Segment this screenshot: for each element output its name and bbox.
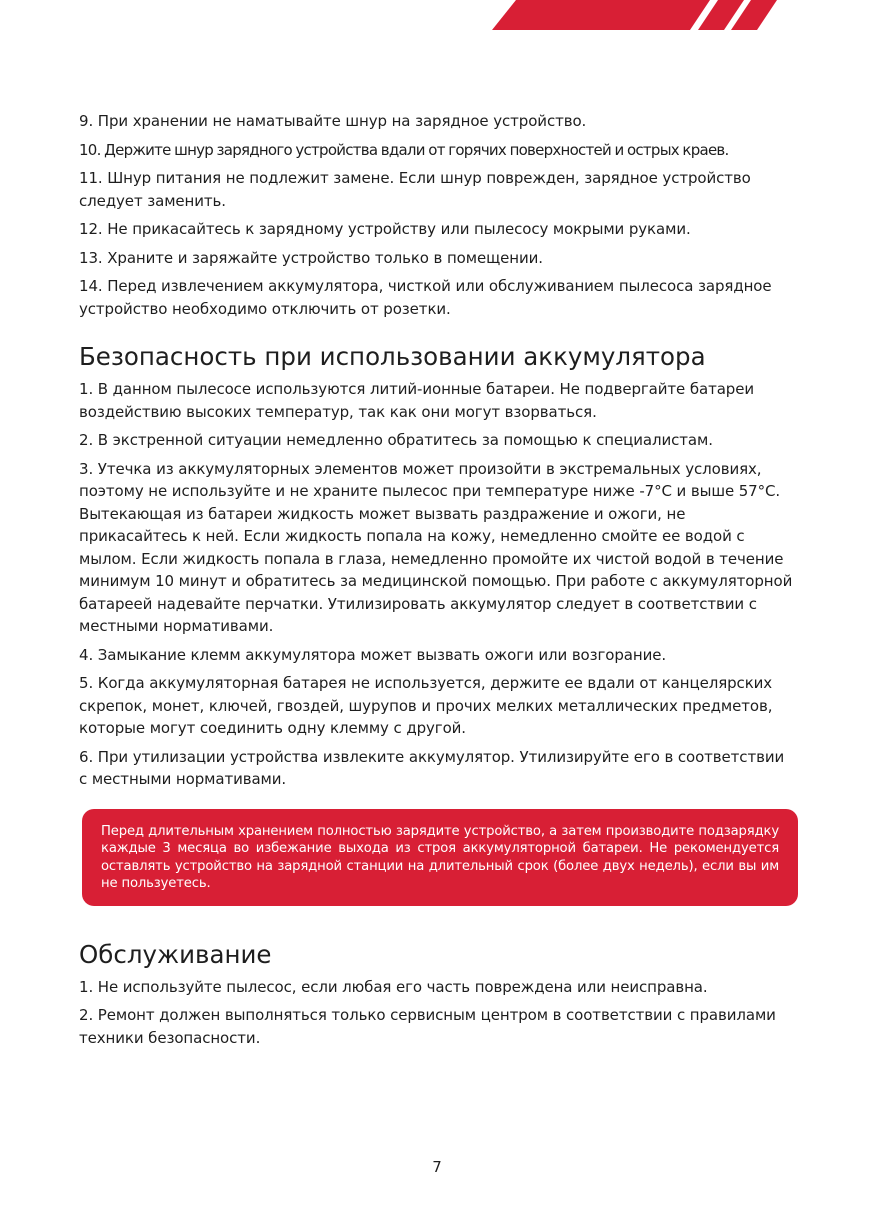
list-item: 11. Шнур питания не подлежит замене. Если шнур поврежден, зарядное устройство следует заменить. xyxy=(79,169,751,210)
section-title-battery-safety: Безопасность при использовании аккумулятора xyxy=(79,342,706,371)
list-item: 2. В экстренной ситуации немедленно обратитесь за помощью к специалистам. xyxy=(79,431,713,449)
list-item: 1. Не используйте пылесос, если любая его часть повреждена или неисправна. xyxy=(79,977,708,996)
list-item: 6. При утилизации устройства извлеките аккумулятор. Утилизируйте его в соответствии с местными нормативами. xyxy=(79,747,785,788)
page-number: 7 xyxy=(432,1158,442,1176)
maintenance-items-list xyxy=(79,976,795,1050)
section-title-maintenance: Обслуживание xyxy=(79,939,272,969)
warning-note-box: Перед длительным хранением полностью зарядите устройство, а затем производите подзарядку каждые 3 месяца во избежание выхода из строя аккумуляторной батареи. Не рекомендуется оставлять устройство на зарядной станции на длительный срок (более двух недель), если вы им не пользуетесь. xyxy=(82,809,798,906)
storage-items-list xyxy=(79,110,795,320)
page-content xyxy=(79,110,795,1055)
header-stripe-main xyxy=(492,0,710,30)
list-item: 5. Когда аккумуляторная батарея не используется, держите ее вдали от канцелярских скрепок, монет, ключей, гвоздей, шурупов и прочих мелких металлических предметов, которые могут соединить одну клемму с другой. xyxy=(79,674,773,737)
list-item: 1. В данном пылесосе используются литий-ионные батареи. Не подвергайте батареи воздействию высоких температур, так как они могут взорваться. xyxy=(79,380,754,421)
list-item: 2. Ремонт должен выполняться только сервисным центром в соответствии с правилами техники безопасности. xyxy=(79,1006,776,1047)
list-item: 10. Держите шнур зарядного устройства вдали от горячих поверхностей и острых краев. xyxy=(79,140,729,159)
header-stripes-decoration xyxy=(0,0,874,40)
list-item: 9. При хранении не наматывайте шнур на зарядное устройство. xyxy=(79,112,587,130)
list-item: 3. Утечка из аккумуляторных элементов может произойти в экстремальных условиях, поэтому не используйте и не храните пылесос при температуре ниже -7°C и выше 57°C. Вытекающая из батареи жидкость может вызвать раздражение и ожоги, не прикасайтесь к ней. Если жидкость попала на кожу, немедленно смойте ее водой с мылом. Если жидкость попала в глаза, немедленно промойте их чистой водой в течение минимум 10 минут и обратитесь за медицинской помощью. При работе с аккумуляторной батареей надевайте перчатки. Утилизировать аккумулятор следует в соответствии с местными нормативами. xyxy=(79,459,793,635)
list-item: 12. Не прикасайтесь к зарядному устройству или пылесосу мокрыми руками. xyxy=(79,220,691,238)
list-item: 14. Перед извлечением аккумулятора, чисткой или обслуживанием пылесоса зарядное устройство необходимо отключить от розетки. xyxy=(79,277,772,318)
battery-items-list xyxy=(79,378,795,791)
list-item: 13. Храните и заряжайте устройство только в помещении. xyxy=(79,248,543,267)
list-item: 4. Замыкание клемм аккумулятора может вызвать ожоги или возгорание. xyxy=(79,645,667,664)
